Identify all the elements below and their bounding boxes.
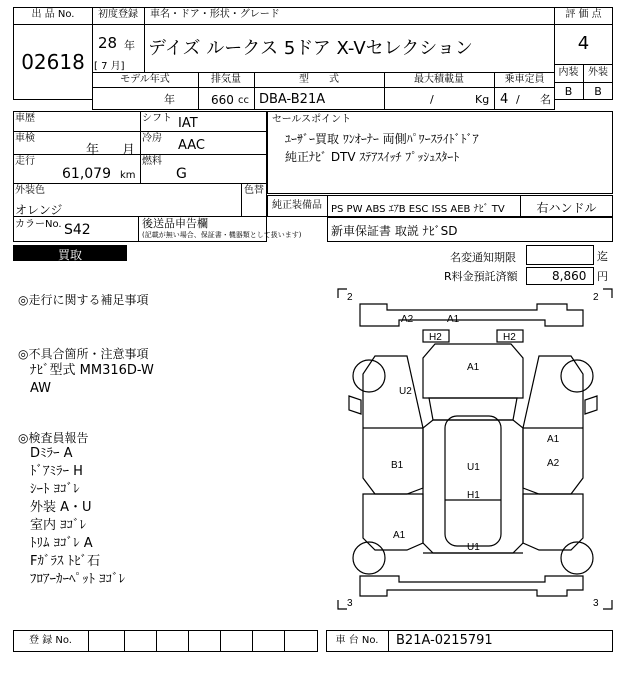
- inspection-year-unit: 年: [86, 143, 100, 158]
- name-change-box: [526, 245, 594, 265]
- exterior-label: 外装: [588, 67, 608, 78]
- defects-heading: ◎不具合箇所・注意事項: [18, 347, 149, 361]
- capacity-label: 乗車定員: [504, 74, 545, 85]
- inspector-line: 室内 ﾖｺﾞﾚ: [30, 518, 87, 533]
- score-label: 評 価 点: [565, 9, 602, 20]
- exterior-color-label: 外装色: [15, 185, 45, 196]
- sales-points-line1: ﾕｰｻﾞｰ買取 ﾜﾝｵｰﾅｰ 両側ﾊﾟﾜｰｽﾗｲﾄﾞﾄﾞｱ: [285, 132, 479, 146]
- first-reg-month: [ 7 月]: [94, 61, 125, 72]
- car-name-label: 車名・ドア・形状・グレード: [150, 9, 280, 20]
- inspector-line: Fｶﾞﾗｽ ﾄﾋﾞ石: [30, 554, 101, 569]
- name-change-unit: 迄: [597, 250, 608, 263]
- defect-line: ﾅﾋﾞ型式 MM316D-W: [30, 363, 154, 378]
- inspector-line: ｼｰﾄ ﾖｺﾞﾚ: [30, 482, 80, 497]
- shift-value: IAT: [178, 116, 198, 131]
- displacement-label: 排気量: [211, 74, 241, 85]
- ac-label: 冷房: [142, 133, 162, 144]
- aftermarket-label: 後送品申告欄: [142, 217, 208, 230]
- max-load-unit: Kg: [475, 93, 490, 106]
- diagram-mark: H2: [429, 332, 442, 343]
- fuel-value: G: [176, 166, 187, 182]
- diagram-mark: A1: [393, 530, 406, 541]
- type-label: 型 式: [299, 74, 339, 85]
- capacity-unit: 名: [540, 93, 551, 106]
- diagram-mark: A2: [401, 314, 414, 325]
- car-damage-diagram: [337, 288, 613, 610]
- color-no: S42: [64, 222, 91, 238]
- diagram-corner-label: 3: [347, 598, 353, 609]
- history-label: 車歴: [15, 113, 35, 124]
- model-year-unit: 年: [164, 93, 175, 106]
- diagram-mark: A2: [547, 458, 560, 469]
- car-name: デイズ ルークス 5ドア X-Vセレクション: [148, 38, 473, 59]
- shift-label: シフト: [142, 113, 172, 124]
- name-change-label: 名変通知期限: [450, 251, 516, 264]
- mileage-value: 61,079: [62, 166, 111, 182]
- recycle-unit: 円: [597, 270, 608, 283]
- diagram-mark: H2: [503, 332, 516, 343]
- max-load-sep: /: [430, 93, 434, 106]
- sales-points-label: セールスポイント: [272, 114, 352, 125]
- inspector-line: ﾌﾛｱｰｶｰﾍﾟｯﾄ ﾖｺﾞﾚ: [30, 572, 126, 587]
- ac-value: AAC: [178, 138, 205, 153]
- aftermarket-note: (記載が無い場合、保証書・機器類として扱います): [142, 231, 302, 239]
- displacement-unit: cc: [238, 95, 249, 106]
- diagram-mark: U2: [399, 386, 412, 397]
- max-load-label: 最大積載量: [414, 74, 464, 85]
- diagram-mark: B1: [391, 460, 404, 471]
- lot-number: 02618: [21, 50, 85, 74]
- diagram-corner-label: 2: [347, 292, 353, 303]
- diagram-mark: U1: [467, 542, 480, 553]
- chassis-no-label: 車 台 No.: [335, 635, 379, 646]
- driving-notes-heading: ◎走行に関する補足事項: [18, 293, 149, 307]
- interior-label: 内装: [558, 67, 579, 78]
- inspection-label: 車検: [15, 133, 35, 144]
- fuel-label: 燃料: [142, 156, 162, 167]
- recycle-label: R料金預託済額: [444, 270, 518, 283]
- mileage-unit: km: [120, 170, 136, 181]
- chassis-no: B21A-0215791: [396, 633, 493, 648]
- repaint-label: 色替: [244, 185, 264, 196]
- capacity: 4: [500, 92, 509, 107]
- recycle-amount: 8,860: [552, 269, 587, 283]
- score-value: 4: [577, 33, 590, 54]
- sales-points-line2: 純正ﾅﾋﾞ DTV ｽﾃｱｽｲｯﾁ ﾌﾟｯｼｭｽﾀｰﾄ: [285, 150, 460, 164]
- capacity-sep: /: [516, 93, 520, 106]
- color-no-label: カラーNo.: [15, 219, 62, 230]
- purchase-badge-label: 買取: [57, 248, 82, 262]
- diagram-mark: A1: [467, 362, 480, 373]
- interior-grade: B: [564, 85, 573, 98]
- equipment-label: 純正装備品: [272, 200, 322, 211]
- diagram-mark: A1: [547, 434, 560, 445]
- inspector-line: 外装 A・U: [30, 500, 92, 515]
- defect-line: AW: [30, 381, 52, 396]
- first-reg-year-unit: 年: [124, 39, 135, 52]
- inspector-line: Dﾐﾗｰ A: [30, 446, 73, 461]
- exterior-grade: B: [594, 85, 602, 98]
- first-reg-label: 初度登録: [98, 9, 138, 20]
- steering-side: 右ハンドル: [536, 201, 597, 215]
- model-type: DBA-B21A: [259, 92, 326, 107]
- first-reg-year: 28: [98, 34, 118, 52]
- equipment-items: PS PW ABS ｴｱB ESC ISS AEB ﾅﾋﾞ TV: [331, 204, 505, 215]
- diagram-corner-label: 3: [593, 598, 599, 609]
- registration-no-label: 登 録 No.: [29, 635, 72, 646]
- lot-number-label: 出 品 No.: [31, 9, 75, 20]
- inspector-line: ﾄﾞｱﾐﾗｰ H: [30, 464, 83, 479]
- inspector-line: ﾄﾘﾑ ﾖｺﾞﾚ A: [30, 536, 93, 551]
- model-year-label: モデル年式: [120, 74, 170, 85]
- diagram-mark: A1: [447, 314, 460, 325]
- diagram-corner-label: 2: [593, 292, 599, 303]
- diagram-mark: U1: [467, 462, 480, 473]
- displacement: 660: [211, 93, 234, 107]
- inspection-month-unit: 月: [122, 143, 136, 158]
- diagram-mark: H1: [467, 490, 480, 501]
- mileage-label: 走行: [15, 156, 35, 167]
- inspector-heading: ◎検査員報告: [18, 431, 89, 445]
- exterior-color: オレンジ: [15, 203, 63, 217]
- warranty-items: 新車保証書 取説 ﾅﾋﾞSD: [331, 224, 458, 238]
